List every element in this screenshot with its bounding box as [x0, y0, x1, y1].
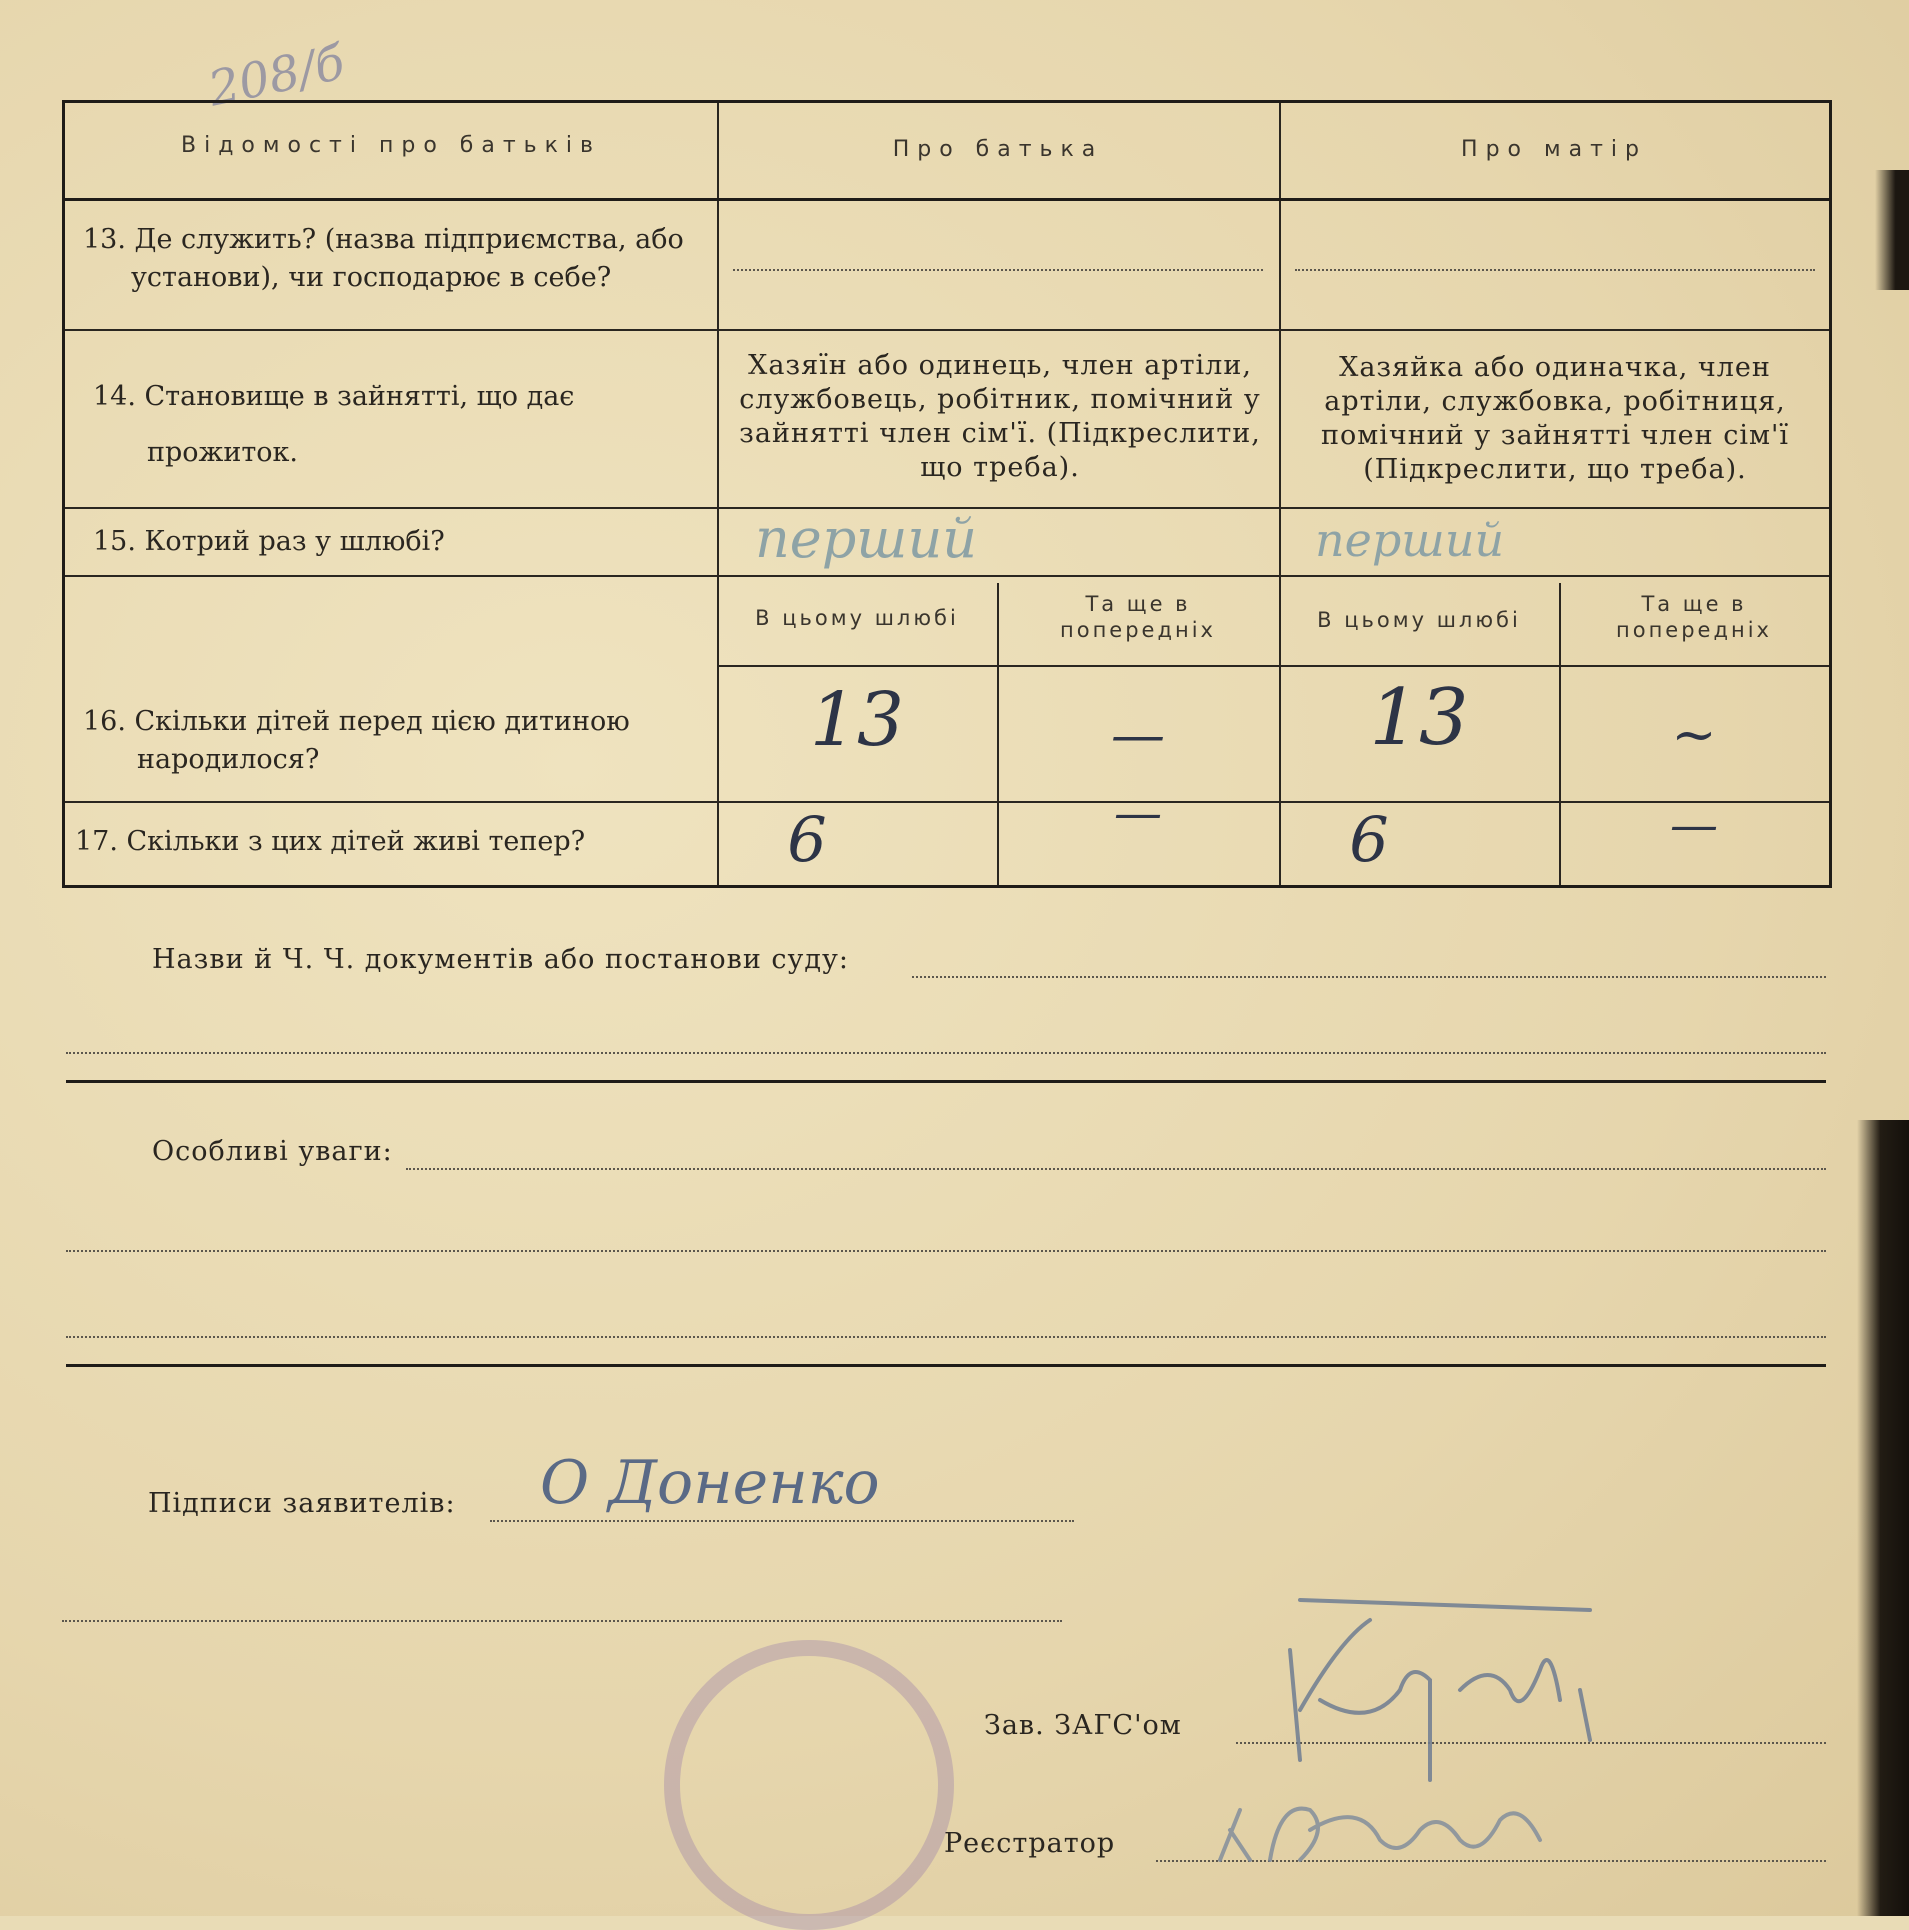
applicants-signature-line-2	[62, 1620, 1062, 1622]
header-father: Про батька	[892, 137, 1104, 162]
registrar-label: Реєстратор	[944, 1828, 1116, 1859]
parents-info-table	[62, 100, 1832, 888]
subheader-mother-this-marriage: В цьому шлюбі	[1317, 608, 1521, 632]
options-14-father: Хазяїн або одинець, член артіли, службовець, робітник, помічний у зайнятті член сім'ї. (Підкреслити, що треба).	[739, 350, 1261, 483]
applicant-signature: О Доненко	[540, 1448, 880, 1518]
answer-16-mother-previous: ~	[1671, 703, 1717, 766]
question-14: 14. Становище в зайнятті, що дає прожиток.	[93, 381, 575, 468]
answer-16-father-this: 13	[809, 677, 905, 763]
section-divider-1	[66, 1080, 1826, 1083]
zags-head-label: Зав. ЗАГС'ом	[984, 1710, 1182, 1741]
documents-line-2	[66, 1052, 1826, 1054]
answer-17-mother-this: 6	[1349, 803, 1389, 876]
torn-edge-top	[1875, 170, 1909, 290]
zags-head-signature	[1260, 1580, 1620, 1810]
section-divider-2	[66, 1364, 1826, 1367]
subheader-father-previous: Та ще в попередніх	[1060, 592, 1216, 642]
header-parents-info: Відомості про батьків	[181, 133, 601, 158]
notes-label: Особливі уваги:	[152, 1136, 393, 1167]
notes-line-3	[66, 1336, 1826, 1338]
answer-17-mother-previous: —	[1670, 797, 1718, 853]
applicants-signature-line-1	[490, 1520, 1074, 1522]
faded-stamp	[664, 1640, 954, 1930]
archive-number: 208/б	[203, 34, 350, 118]
notes-line-1	[406, 1168, 1826, 1170]
torn-edge	[1857, 1120, 1909, 1916]
subheader-mother-previous: Та ще в попередніх	[1616, 592, 1772, 642]
notes-line-2	[66, 1250, 1826, 1252]
applicants-signature-label: Підписи заявителів:	[148, 1488, 456, 1519]
subheader-father-this-marriage: В цьому шлюбі	[755, 606, 959, 630]
documents-label: Назви й Ч. Ч. документів або постанови суду:	[152, 944, 850, 975]
header-mother: Про матір	[1461, 137, 1647, 162]
answer-16-father-previous: —	[1111, 703, 1165, 766]
question-17: 17. Скільки з цих дітей живі тепер?	[75, 826, 586, 857]
options-14-mother: Хазяйка або одиначка, член артіли, службовка, робітниця, помічний у зайнятті член сім'ї (Підкреслити, що треба).	[1320, 352, 1790, 485]
question-13: 13. Де служить? (назва підприємства, або установи), чи господарює в себе?	[83, 224, 684, 293]
answer-15-mother: перший	[1315, 513, 1505, 567]
answer-17-father-previous: —	[1114, 785, 1162, 841]
answer-16-mother-this: 13	[1369, 673, 1469, 763]
documents-line-1	[912, 976, 1826, 978]
registrar-signature	[1200, 1780, 1560, 1890]
question-15: 15. Котрий раз у шлюбі?	[93, 526, 445, 557]
answer-17-father-this: 6	[787, 803, 827, 876]
answer-15-father: перший	[755, 507, 978, 570]
question-16: 16. Скільки дітей перед цією дитиною народилося?	[83, 706, 630, 775]
